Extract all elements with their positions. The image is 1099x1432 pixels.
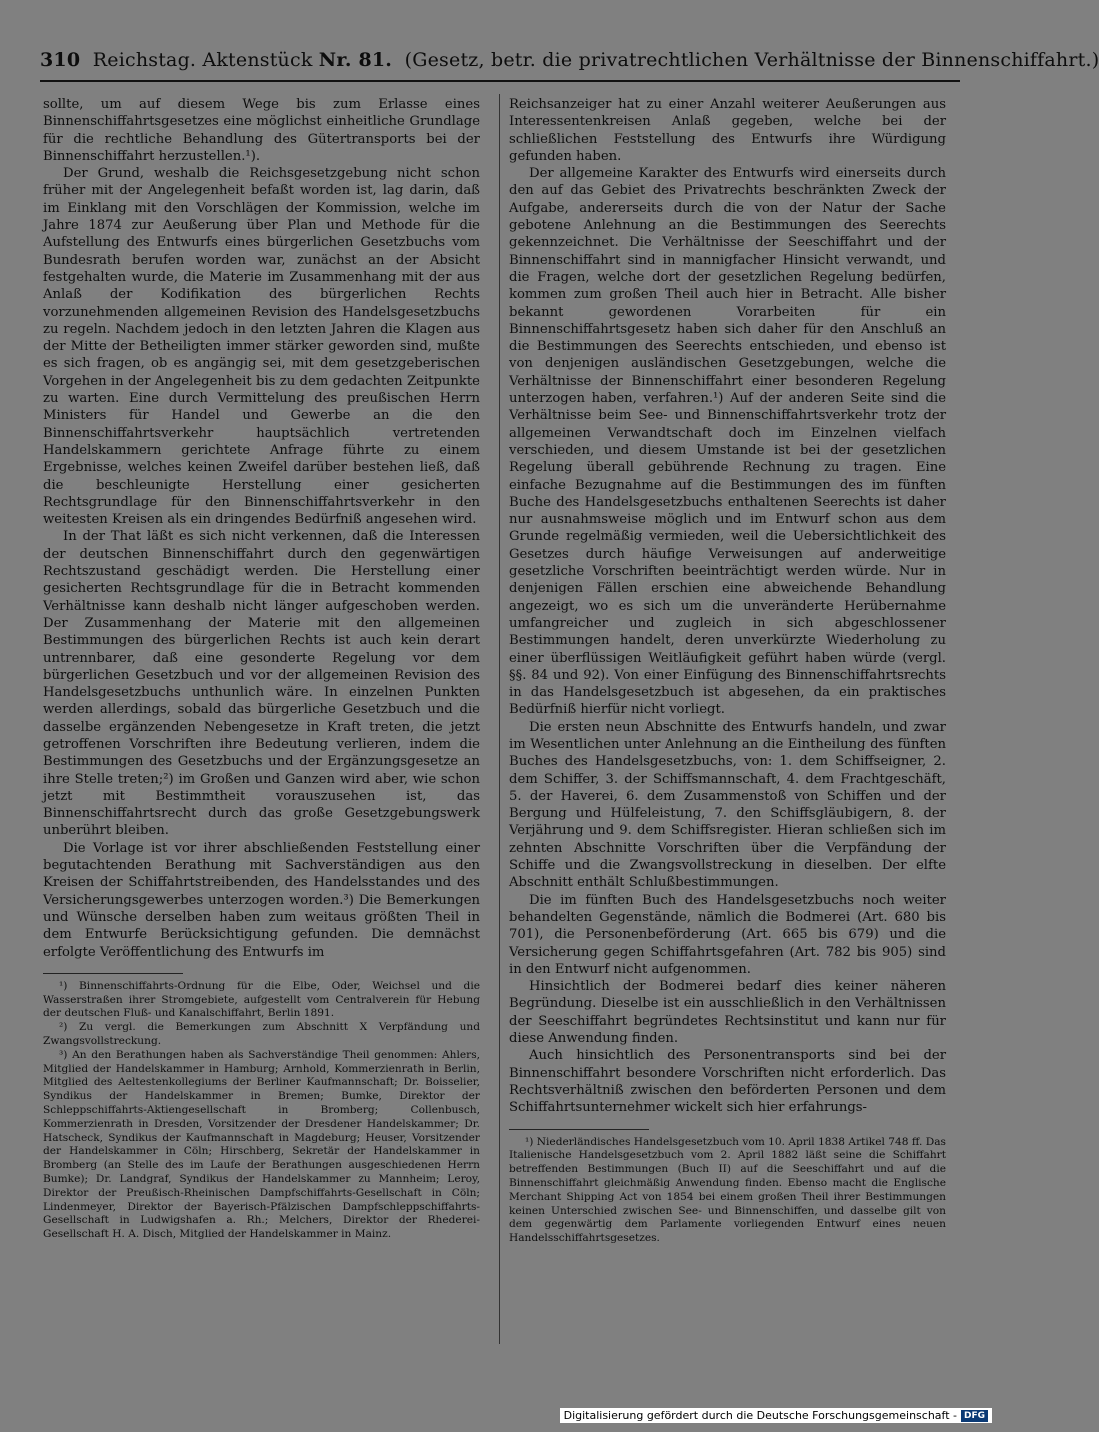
footnote-rule [43,973,183,974]
footnote: ¹) Binnenschiffahrts-Ordnung für die Elbe, Oder, Weichsel und die Wasserstraßen ihrer Stromgebiete, aufgestellt vom Centralverein für Hebung der deutschen Fluß- und Kanalschiffahrt, Berlin 1891. [43,979,480,1020]
footnotes [509,1136,946,1246]
footnotes [43,980,480,1242]
header-rule [40,80,960,82]
digitization-footer [560,1408,992,1423]
paragraph: Der Grund, weshalb die Reichsgesetzgebung nicht schon früher mit der Angelegenheit befaßt worden ist, lag darin, daß im Einklang mit den Vorschlägen der Kommission, welche im Jahre 1874 zur Aeußerung über Plan und Methode für die Aufstellung des Entwurfs eines bürgerlichen Gesetzbuchs vom Bundesrath berufen worden war, zunächst an der Absicht festgehalten wurde, die Materie im Zusammenhang mit der aus Anlaß der Kodifikation des bürgerlichen Rechts vorzunehmenden allgemeinen Revision des Handelsgesetzbuchs zu regeln. Nachdem jedoch in den letzten Jahren die Klagen aus der Mitte der Betheiligten immer stärker geworden sind, mußte es sich fragen, ob es angängig sei, mit dem gesetzgeberischen Vorgehen in der Angelegenheit bis zu dem gedachten Zeitpunkte zu warten. Eine durch Vermittelung des preußischen Herrn Ministers für Handel und Gewerbe an die den Binnenschiffahrtsverkehr hauptsächlich vertretenden Handelskammern gerichtete Anfrage führte zu einem Ergebnisse, welches keinen Zweifel darüber bestehen ließ, daß die beschleunigte Herstellung einer gesicherten Rechtsgrundlage für den Binnenschiffahrtsverkehr in den weitesten Kreisen als ein dringendes Bedürfniß angesehen wird. [43,166,480,528]
footnote: ³) An den Berathungen haben als Sachverständige Theil genommen: Ahlers, Mitglied der Handelskammer in Hamburg; Arnhold, Kommerzienrath in Berlin, Mitglied des Aeltestenkollegiums der Berliner Kaufmannschaft; Dr. Boisselier, Syndikus der Handelskammer in Bremen; Bumke, Direktor der Schleppschiffahrts-Aktiengesellschaft in Bromberg; Collenbusch, Kommerzienrath in Dresden, Vorsitzender der Dresdener Handelskammer; Dr. Hatscheck, Syndikus der Kaufmannschaft in Magdeburg; Heuser, Vorsitzender der Handelskammer in Cöln; Hirschberg, Sekretär der Handelskammer in Bromberg (an Stelle des im Laufe der Berathungen ausgeschiedenen Herrn Bumke); Dr. Landgraf, Syndikus der Handelskammer zu Mannheim; Leroy, Direktor der Preußisch-Rheinischen Dampfschiffahrts-Gesellschaft in Cöln; Lindenmeyer, Direktor der Bayerisch-Pfälzischen Dampfschleppschiffahrts-Gesellschaft in Ludwigshafen a. Rh.; Melchers, Direktor der Rhederei-Gesellschaft H. A. Disch, Mitglied der Handelskammer in Mainz. [43,1048,480,1241]
footer-text: Digitalisierung gefördert durch die Deutsche Forschungsgemeinschaft - [563,1409,957,1422]
paragraph: sollte, um auf diesem Wege bis zum Erlasse eines Binnenschiffahrtsgesetzes eine möglichst einheitliche Grundlage für die rechtliche Behandlung des Gütertransports bei der Binnenschiffahrt herzustellen.¹). [43,97,480,164]
paragraph: Auch hinsichtlich des Personentransports sind bei der Binnenschiffahrt besondere Vorschriften nicht erforderlich. Das Rechtsverhältniß zwischen den beförderten Personen und dem Schiffahrtsunternehmer wickelt sich hier erfahrungs- [509,1048,946,1116]
header-title-suffix: (Gesetz, betr. die privatrechtlichen Verhältnisse der Binnenschiffahrt.) [404,49,1099,71]
page-header [40,48,1099,72]
footnote: ²) Zu vergl. die Bemerkungen zum Abschnitt X Verpfändung und Zwangsvollstreckung. [43,1021,480,1048]
column-separator [499,94,500,1344]
paragraph: Reichsanzeiger hat zu einer Anzahl weiterer Aeußerungen aus Interessentenkreisen Anlaß gegeben, welche bei der schließlichen Feststellung des Entwurfs ihre Würdigung gefunden haben. [509,97,946,164]
paragraph: Die ersten neun Abschnitte des Entwurfs handeln, und zwar im Wesentlichen unter Anlehnung an die Eintheilung des fünften Buches des Handelsgesetzbuchs, von: 1. dem Schiffseigner, 2. dem Schiffer, 3. der Schiffsmannschaft, 4. dem Frachtgeschäft, 5. der Haverei, 6. dem Zusammenstoß von Schiffen und der Bergung und Hülfeleistung, 7. den Schiffsgläubigern, 8. der Verjährung und 9. dem Schiffsregister. Hieran schließen sich im zehnten Abschnitte Vorschriften über die Verpfändung der Schiffe und die Zwangsvollstreckung in dieselben. Der elfte Abschnitt enthält Schlußbestimmungen. [509,719,946,891]
paragraph: Der allgemeine Karakter des Entwurfs wird einerseits durch den auf das Gebiet des Privatrechts beschränkten Zweck der Aufgabe, andererseits durch die von der Natur der Sache gebotene Anlehnung an die Bestimmungen des Seerechts gekennzeichnet. Die Verhältnisse der Seeschiffahrt und der Binnenschiffahrt sind in mannigfacher Hinsicht verwandt, und die Fragen, welche dort der gesetzlichen Regelung bedürfen, kommen zum großen Theil auch hier in Betracht. Alle bisher bekannt gewordenen Vorarbeiten für ein Binnenschiffahrtsgesetz haben sich daher für den Anschluß an die Bestimmungen des Seerechts entschieden, und ebenso ist von denjenigen ausländischen Gesetzgebungen, welche die Verhältnisse der Binnenschiffahrt einer besonderen Regelung unterzogen haben, verfahren.¹) Auf der anderen Seite sind die Verhältnisse beim See- und Binnenschiffahrtsverkehr trotz der allgemeinen Verwandtschaft doch im Einzelnen vielfach verschieden, und diesem Umstande ist bei der gesetzlichen Regelung überall gebührende Rechnung zu tragen. Eine einfache Bezugnahme auf die Bestimmungen des im fünften Buche des Handelsgesetzbuchs enthaltenen Seerechts ist daher nur ausnahmsweise möglich und im Entwurf schon aus dem Grunde regelmäßig vermieden, weil die Uebersichtlichkeit des Gesetzes durch häufige Verweisungen auf anderweitige gesetzliche Vorschriften beeinträchtigt werden würde. Nur in denjenigen Fällen erschien eine abweichende Behandlung angezeigt, wo es sich um die unveränderte Herübernahme umfangreicher und zugleich in sich abgeschlossener Bestimmungen handelt, deren unverkürzte Wiederholung zu einer überflüssigen Weitläufigkeit geführt haben würde (vergl. §§. 84 und 92). Von einer Einfügung des Binnenschiffahrtsrechts in das Handelsgesetzbuch ist abgesehen, da ein praktisches Bedürfniß hierfür nicht vorliegt. [509,166,946,718]
footnote: ¹) Niederländisches Handelsgesetzbuch vom 10. April 1838 Artikel 748 ff. Das Italienische Handelsgesetzbuch vom 2. April 1882 läßt seine die Schiffahrt betreffenden Bestimmungen (Buch II) auf die Seeschiffahrt und auf die Binnenschiffahrt gleichmäßig Anwendung finden. Ebenso macht die Englische Merchant Shipping Act von 1854 bei einem großen Theil ihrer Bestimmungen keinen Unterschied zwischen See- und Binnenschiffen, und dasselbe gilt von dem gegenwärtig dem Parlamente vorliegenden Entwurf eines neuen Handelsschiffahrtsgesetzes. [509,1135,946,1245]
paragraph: In der That läßt es sich nicht verkennen, daß die Interessen der deutschen Binnenschiffahrt durch den gegenwärtigen Rechtszustand geschädigt werden. Die Herstellung einer gesicherten Rechtsgrundlage für die in Betracht kommenden Verhältnisse kann deshalb nicht länger aufgeschoben werden. Der Zusammenhang der Materie mit den allgemeinen Bestimmungen des bürgerlichen Rechts ist auch kein derart untrennbarer, daß eine gesonderte Regelung vor dem bürgerlichen Gesetzbuch und vor der allgemeinen Revision des Handelsgesetzbuchs unthunlich wäre. In einzelnen Punkten werden allerdings, sobald das bürgerliche Gesetzbuch und die dasselbe ergänzenden Nebengesetze in Kraft treten, die jetzt getroffenen Vorschriften ihre Bedeutung verlieren, indem die Bestimmungen des Gesetzbuchs und der Ergänzungsgesetze an ihre Stelle treten;²) im Großen und Ganzen wird aber, wie schon jetzt mit Bestimmtheit vorauszusehen ist, das Binnenschiffahrtsrecht durch das große Gesetzgebungswerk unberührt bleiben. [43,529,480,839]
left-column [43,96,480,1242]
header-doc-number: Nr. 81. [318,49,393,71]
paragraph: Die Vorlage ist vor ihrer abschließenden Feststellung einer begutachtenden Berathung mit Sachverständigen aus den Kreisen der Schiffahrtstreibenden, des Handelsstandes und des Versicherungsgewerbes unterzogen worden.³) Die Bemerkungen und Wünsche derselben haben zum weitaus größten Theil in dem Entwurfe Berücksichtigung gefunden. Die demnächst erfolgte Veröffentlichung des Entwurfs im [43,840,480,960]
dfg-logo: DFG [961,1410,988,1422]
header-title-prefix: Reichstag. Aktenstück [92,49,313,71]
page-number: 310 [40,49,81,71]
paragraph: Hinsichtlich der Bodmerei bedarf dies keiner näheren Begründung. Dieselbe ist ein ausschließlich in den Verhältnissen der Seeschiffahrt begründetes Rechtsinstitut und kann nur für diese Anwendung finden. [509,979,946,1047]
paragraph: Die im fünften Buch des Handelsgesetzbuchs noch weiter behandelten Gegenstände, nämlich die Bodmerei (Art. 680 bis 701), die Personenbeförderung (Art. 665 bis 679) und die Versicherung gegen Schiffahrtsgefahren (Art. 782 bis 905) sind in den Entwurf nicht aufgenommen. [509,892,946,977]
footnote-rule [509,1129,649,1130]
right-column [509,96,946,1246]
